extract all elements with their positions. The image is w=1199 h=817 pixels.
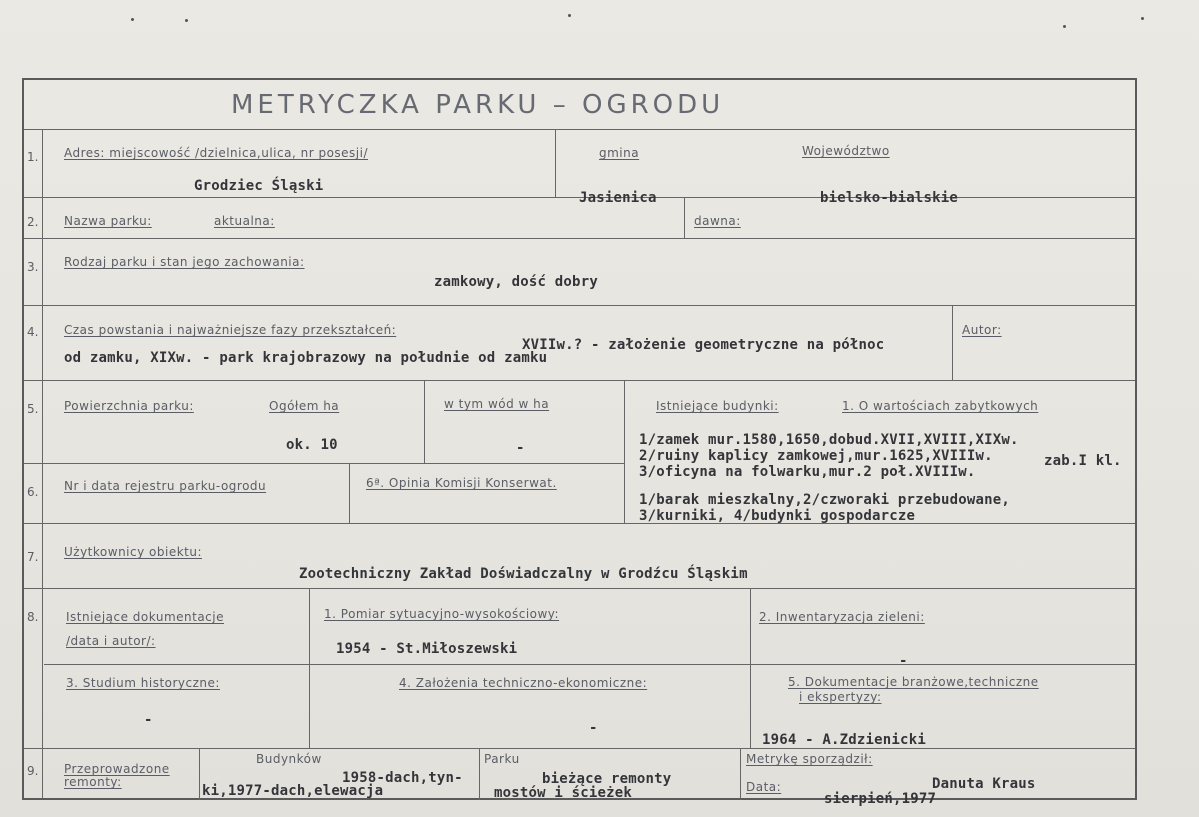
rule (24, 129, 1135, 130)
heritage-class-note: zab.I kl. (1044, 453, 1122, 469)
greenery-label: 2. Inwentaryzacja zieleni: (759, 610, 925, 624)
rule (42, 129, 43, 798)
current-name-label: aktualna: (214, 214, 275, 228)
park-repairs-value: bieżące remonty (542, 771, 672, 787)
building-line: 1/zamek mur.1580,1650,dobud.XVII,XVIII,XIXw. (639, 432, 1019, 448)
date-value: sierpień,1977 (824, 791, 937, 807)
history-phases-line1: XVIIw.? - założenie geometryczne na północ (522, 337, 885, 353)
rule (24, 463, 624, 464)
rule (44, 664, 1135, 665)
water-area-label: w tym wód w ha (444, 397, 550, 411)
rule (24, 523, 1135, 524)
rule (684, 197, 685, 238)
former-name-label: dawna: (694, 214, 741, 228)
ink-speck (185, 19, 188, 22)
register-label: Nr i data rejestru parku-ogrodu (64, 479, 267, 493)
building-line: 2/ruiny kaplicy zamkowej,mur.1625,XVIIIw. (639, 448, 993, 464)
tech-assumptions-label: 4. Założenia techniczno-ekonomiczne: (399, 676, 648, 690)
address-label: Adres: miejscowość /dzielnica,ulica, nr posesji/ (64, 146, 369, 160)
rule (24, 238, 1135, 239)
survey-label: 1. Pomiar sytuacyjno-wysokościowy: (324, 607, 560, 621)
rule (24, 305, 1135, 306)
rule (479, 748, 480, 800)
address-value: Grodziec Śląski (194, 178, 324, 194)
area-total-label: Ogółem ha (269, 399, 340, 413)
history-study-label: 3. Studium historyczne: (66, 676, 220, 690)
repairs-label-sub: remonty: (64, 775, 122, 789)
docs-label-sub: /data i autor/: (66, 634, 156, 648)
history-study-value: - (144, 712, 153, 728)
history-phases-label: Czas powstania i najważniejsze fazy przekształceń: (64, 323, 397, 337)
prepared-by-label: Metrykę sporządził: (746, 752, 873, 766)
park-repairs-value-cont: mostów i ścieżek (494, 785, 633, 801)
row-number: 5. (27, 402, 39, 416)
row-number: 6. (27, 485, 39, 499)
row-number: 4. (27, 325, 39, 339)
rule (24, 588, 1135, 589)
greenery-value: - (899, 653, 908, 669)
park-repairs-label: Parku (484, 752, 520, 766)
building-line: 1/barak mieszkalny,2/czworaki przebudowane, (639, 492, 1011, 508)
users-label: Użytkownicy obiektu: (64, 545, 202, 559)
rule (199, 748, 200, 800)
water-area-value: - (516, 440, 525, 456)
author-label: Autor: (962, 323, 1002, 337)
row-number: 7. (27, 550, 39, 564)
building-line: 3/oficyna na folwarku,mur.2 poł.XVIIIw. (639, 464, 976, 480)
rule (750, 588, 751, 748)
users-value: Zootechniczny Zakład Doświadczalny w Grodźcu Śląskim (299, 566, 748, 582)
rule (349, 463, 350, 523)
rule (952, 305, 953, 380)
voivodeship-value: bielsko-bialskie (820, 190, 959, 206)
area-label: Powierzchnia parku: (64, 399, 194, 413)
rule (24, 380, 1135, 381)
park-name-label: Nazwa parku: (64, 214, 152, 228)
ink-speck (1141, 17, 1144, 20)
gmina-value: Jasienica (579, 190, 657, 206)
row-number: 3. (27, 260, 39, 274)
history-phases-line2: od zamku, XIXw. - park krajobrazowy na południe od zamku (64, 350, 548, 366)
ink-speck (568, 14, 571, 17)
park-type-label: Rodzaj parku i stan jego zachowania: (64, 255, 305, 269)
branch-docs-label-sub: i ekspertyzy: (799, 690, 882, 704)
area-total-value: ok. 10 (286, 437, 338, 453)
docs-label: Istniejące dokumentacje (66, 610, 224, 624)
buildings-repairs-label: Budynków (256, 752, 322, 766)
rule (24, 748, 1135, 749)
date-label: Data: (746, 780, 782, 794)
survey-value: 1954 - St.Miłoszewski (336, 641, 518, 657)
repairs-label: Przeprowadzone (64, 762, 170, 776)
gmina-label: gmina (599, 146, 640, 160)
row-number: 8. (27, 610, 39, 624)
tech-assumptions-value: - (589, 720, 598, 736)
prepared-by-value: Danuta Kraus (932, 776, 1036, 792)
rule (424, 380, 425, 463)
buildings-heritage-label: 1. O wartościach zabytkowych (842, 399, 1039, 413)
page-title: METRYCZKA PARKU – OGRODU (231, 90, 725, 120)
conservation-opinion-label: 6ª. Opinia Komisji Konserwat. (366, 476, 557, 490)
row-number: 2. (27, 215, 39, 229)
buildings-repairs-value: 1958-dach,tyn- (342, 770, 463, 786)
ink-speck (131, 18, 134, 21)
buildings-repairs-value-cont: ki,1977-dach,elewacja (202, 783, 384, 799)
branch-docs-value: 1964 - A.Zdzienicki (762, 732, 926, 748)
ink-speck (1063, 25, 1066, 28)
branch-docs-label: 5. Dokumentacje branżowe,techniczne (788, 675, 1039, 689)
park-type-value: zamkowy, dość dobry (434, 274, 598, 290)
rule (309, 588, 310, 748)
buildings-label: Istniejące budynki: (656, 399, 779, 413)
park-record-form (22, 78, 1137, 807)
voivodeship-label: Województwo (802, 144, 890, 158)
rule (740, 748, 741, 800)
rule (555, 129, 556, 197)
building-line: 3/kurniki, 4/budynki gospodarcze (639, 508, 916, 524)
rule (624, 380, 625, 523)
row-number: 9. (27, 764, 39, 778)
row-number: 1. (27, 150, 39, 164)
